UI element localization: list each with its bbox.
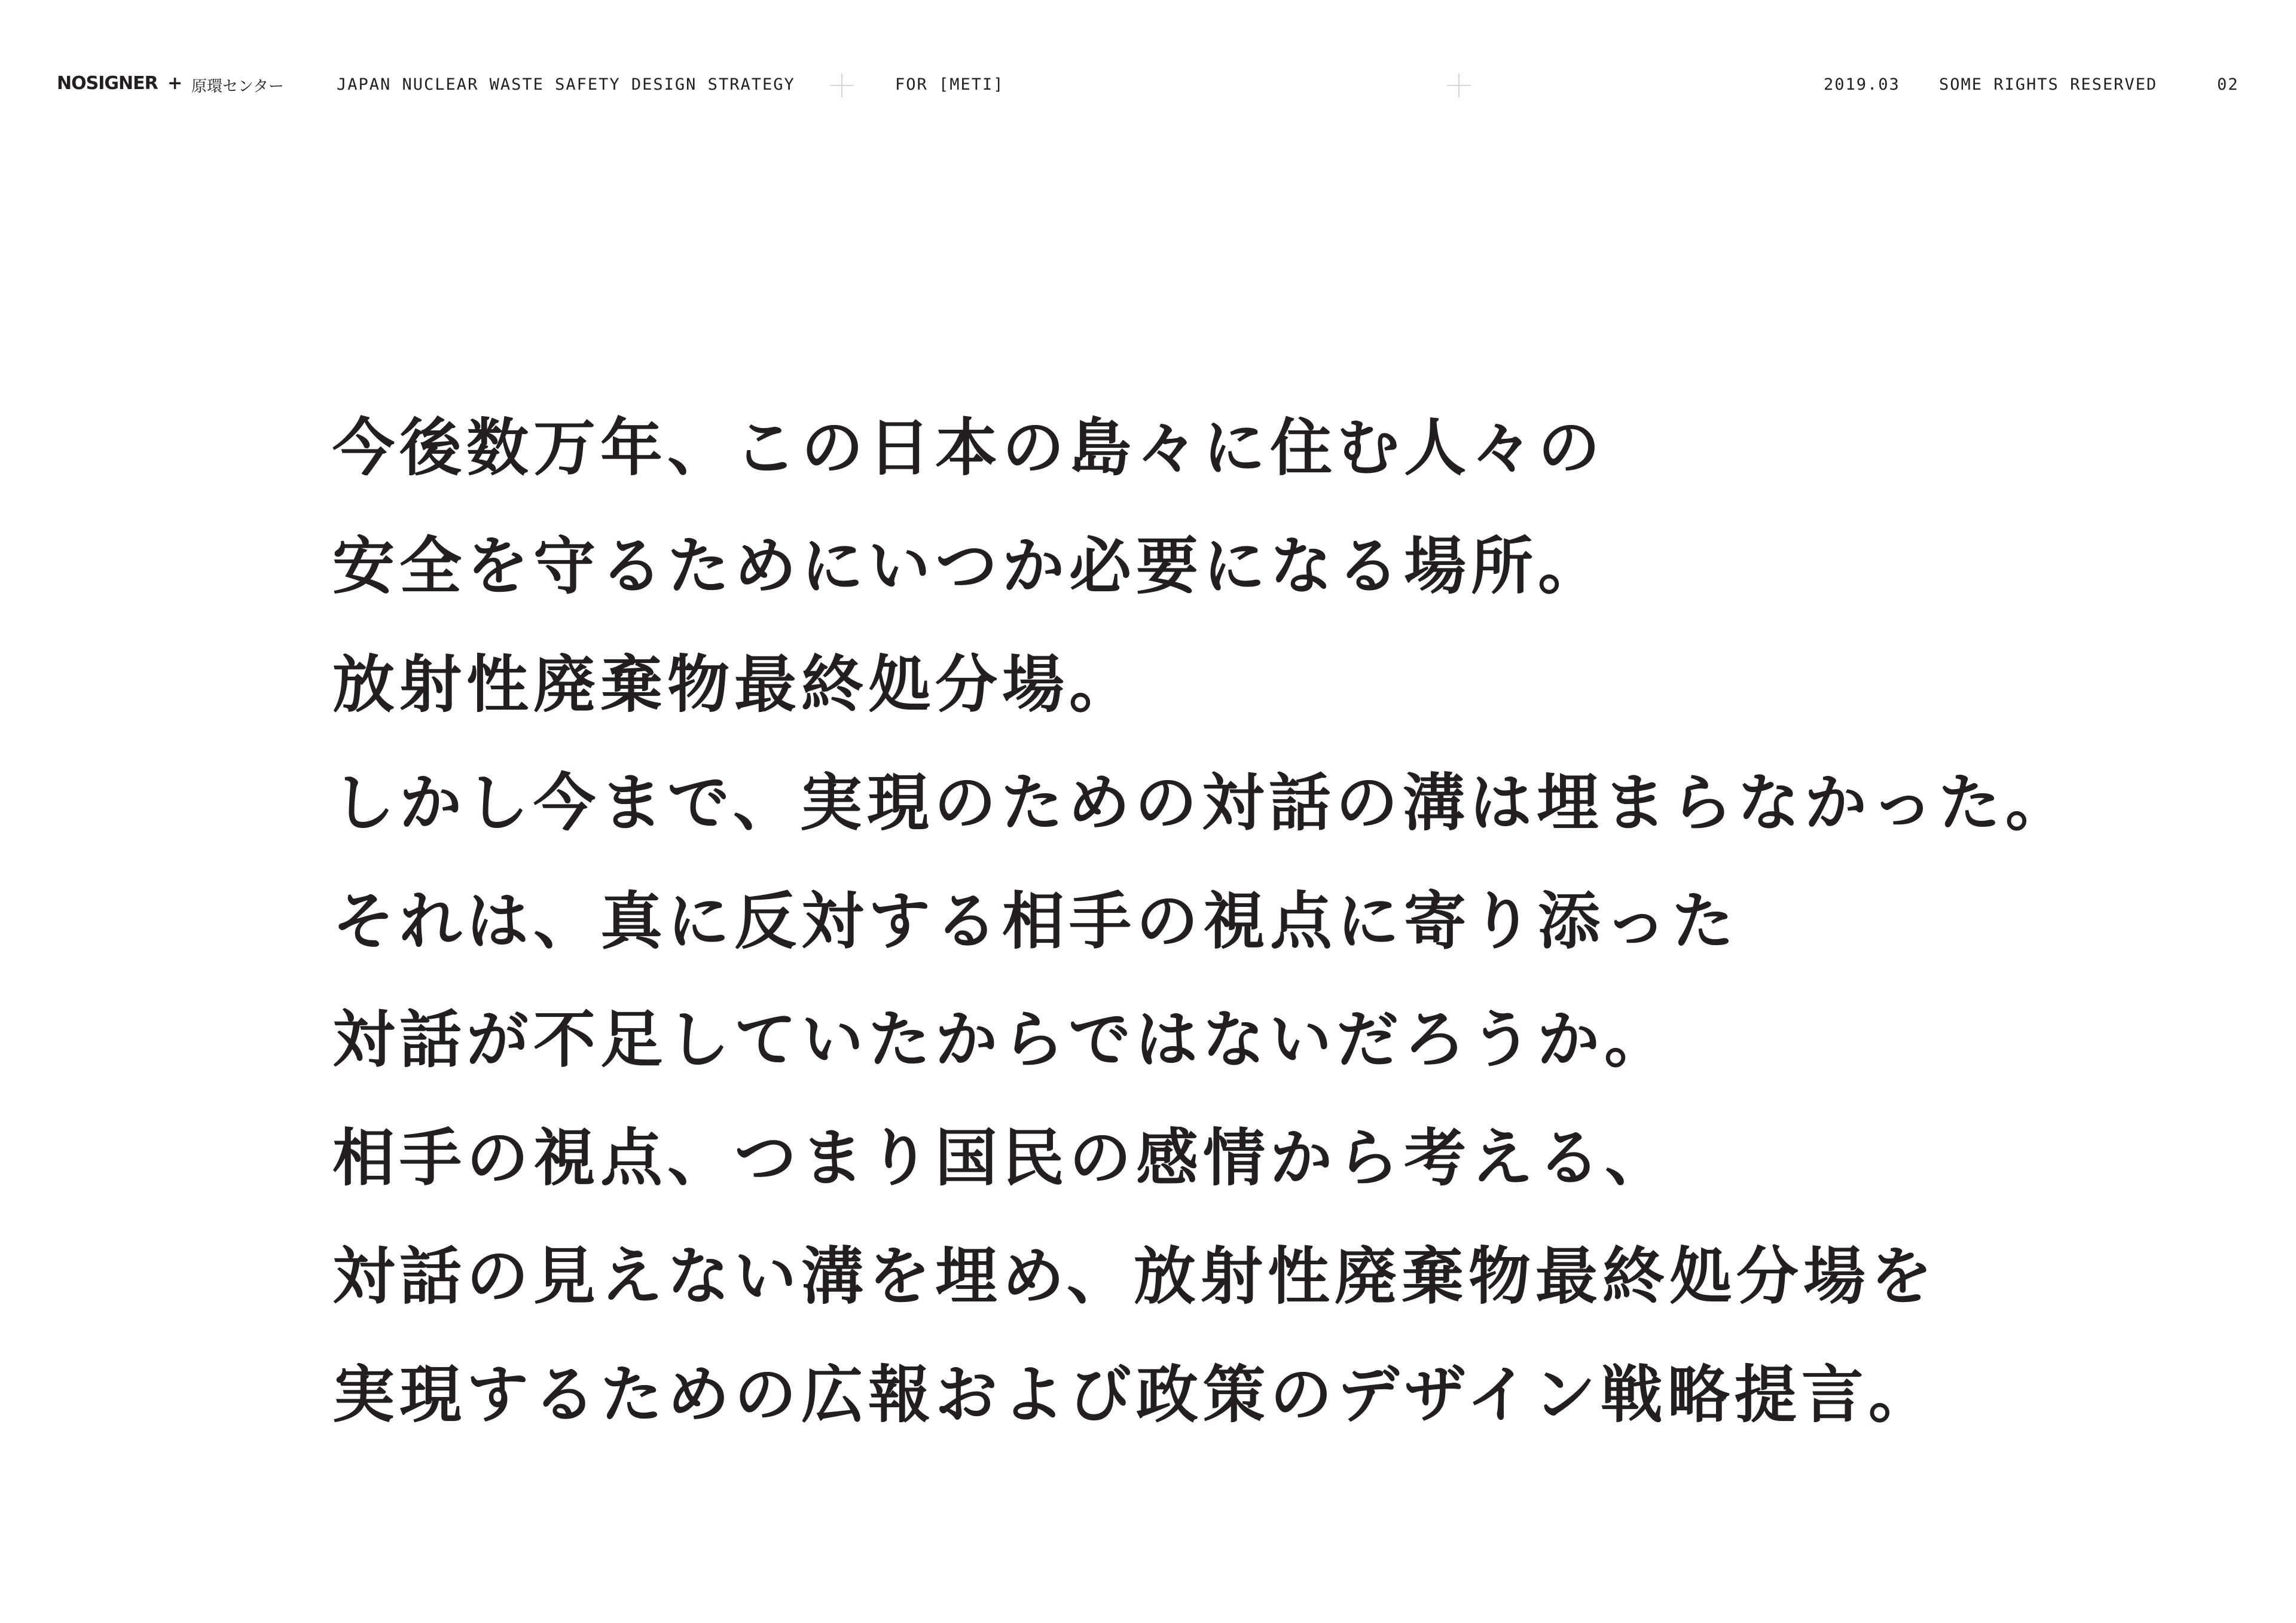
partner-name: 原環センター [191,78,284,96]
statement-line: 相手の視点、つまり国民の感情から考える、 [332,1121,1672,1194]
rights-notice: SOME RIGHTS RESERVED [1939,75,2158,94]
statement-line: 対話の見えない溝を埋め、放射性廃棄物最終処分場を [332,1240,1937,1313]
project-title: JAPAN NUCLEAR WASTE SAFETY DESIGN STRATEGY [337,75,795,94]
statement-line: 安全を守るためにいつか必要になる場所。 [332,530,1605,603]
statement-line: 放射性廃棄物最終処分場。 [332,648,1137,721]
statement-line: 今後数万年、この日本の島々に住む人々の [332,411,1605,484]
page-number: 02 [2217,75,2239,94]
crosshair-icon [1447,74,1471,97]
crosshair-icon [830,74,854,97]
page-header [0,0,2296,179]
statement-line: しかし今まで、実現のための対話の溝は埋まらなかった。 [332,766,2072,839]
publication-date: 2019.03 [1824,75,1900,94]
statement-line: 対話が不足していたからではないだろうか。 [332,1003,1671,1076]
brand-logo: NOSIGNER [57,73,158,94]
statement-line: 実現するための広報および政策のデザイン戦略提言。 [332,1358,1935,1431]
client-label: FOR [METI] [895,75,1004,94]
statement-line: それは、真に反対する相手の視点に寄り添った [332,885,1739,958]
collaboration-plus: + [167,73,183,94]
mission-statement [332,389,2186,1454]
